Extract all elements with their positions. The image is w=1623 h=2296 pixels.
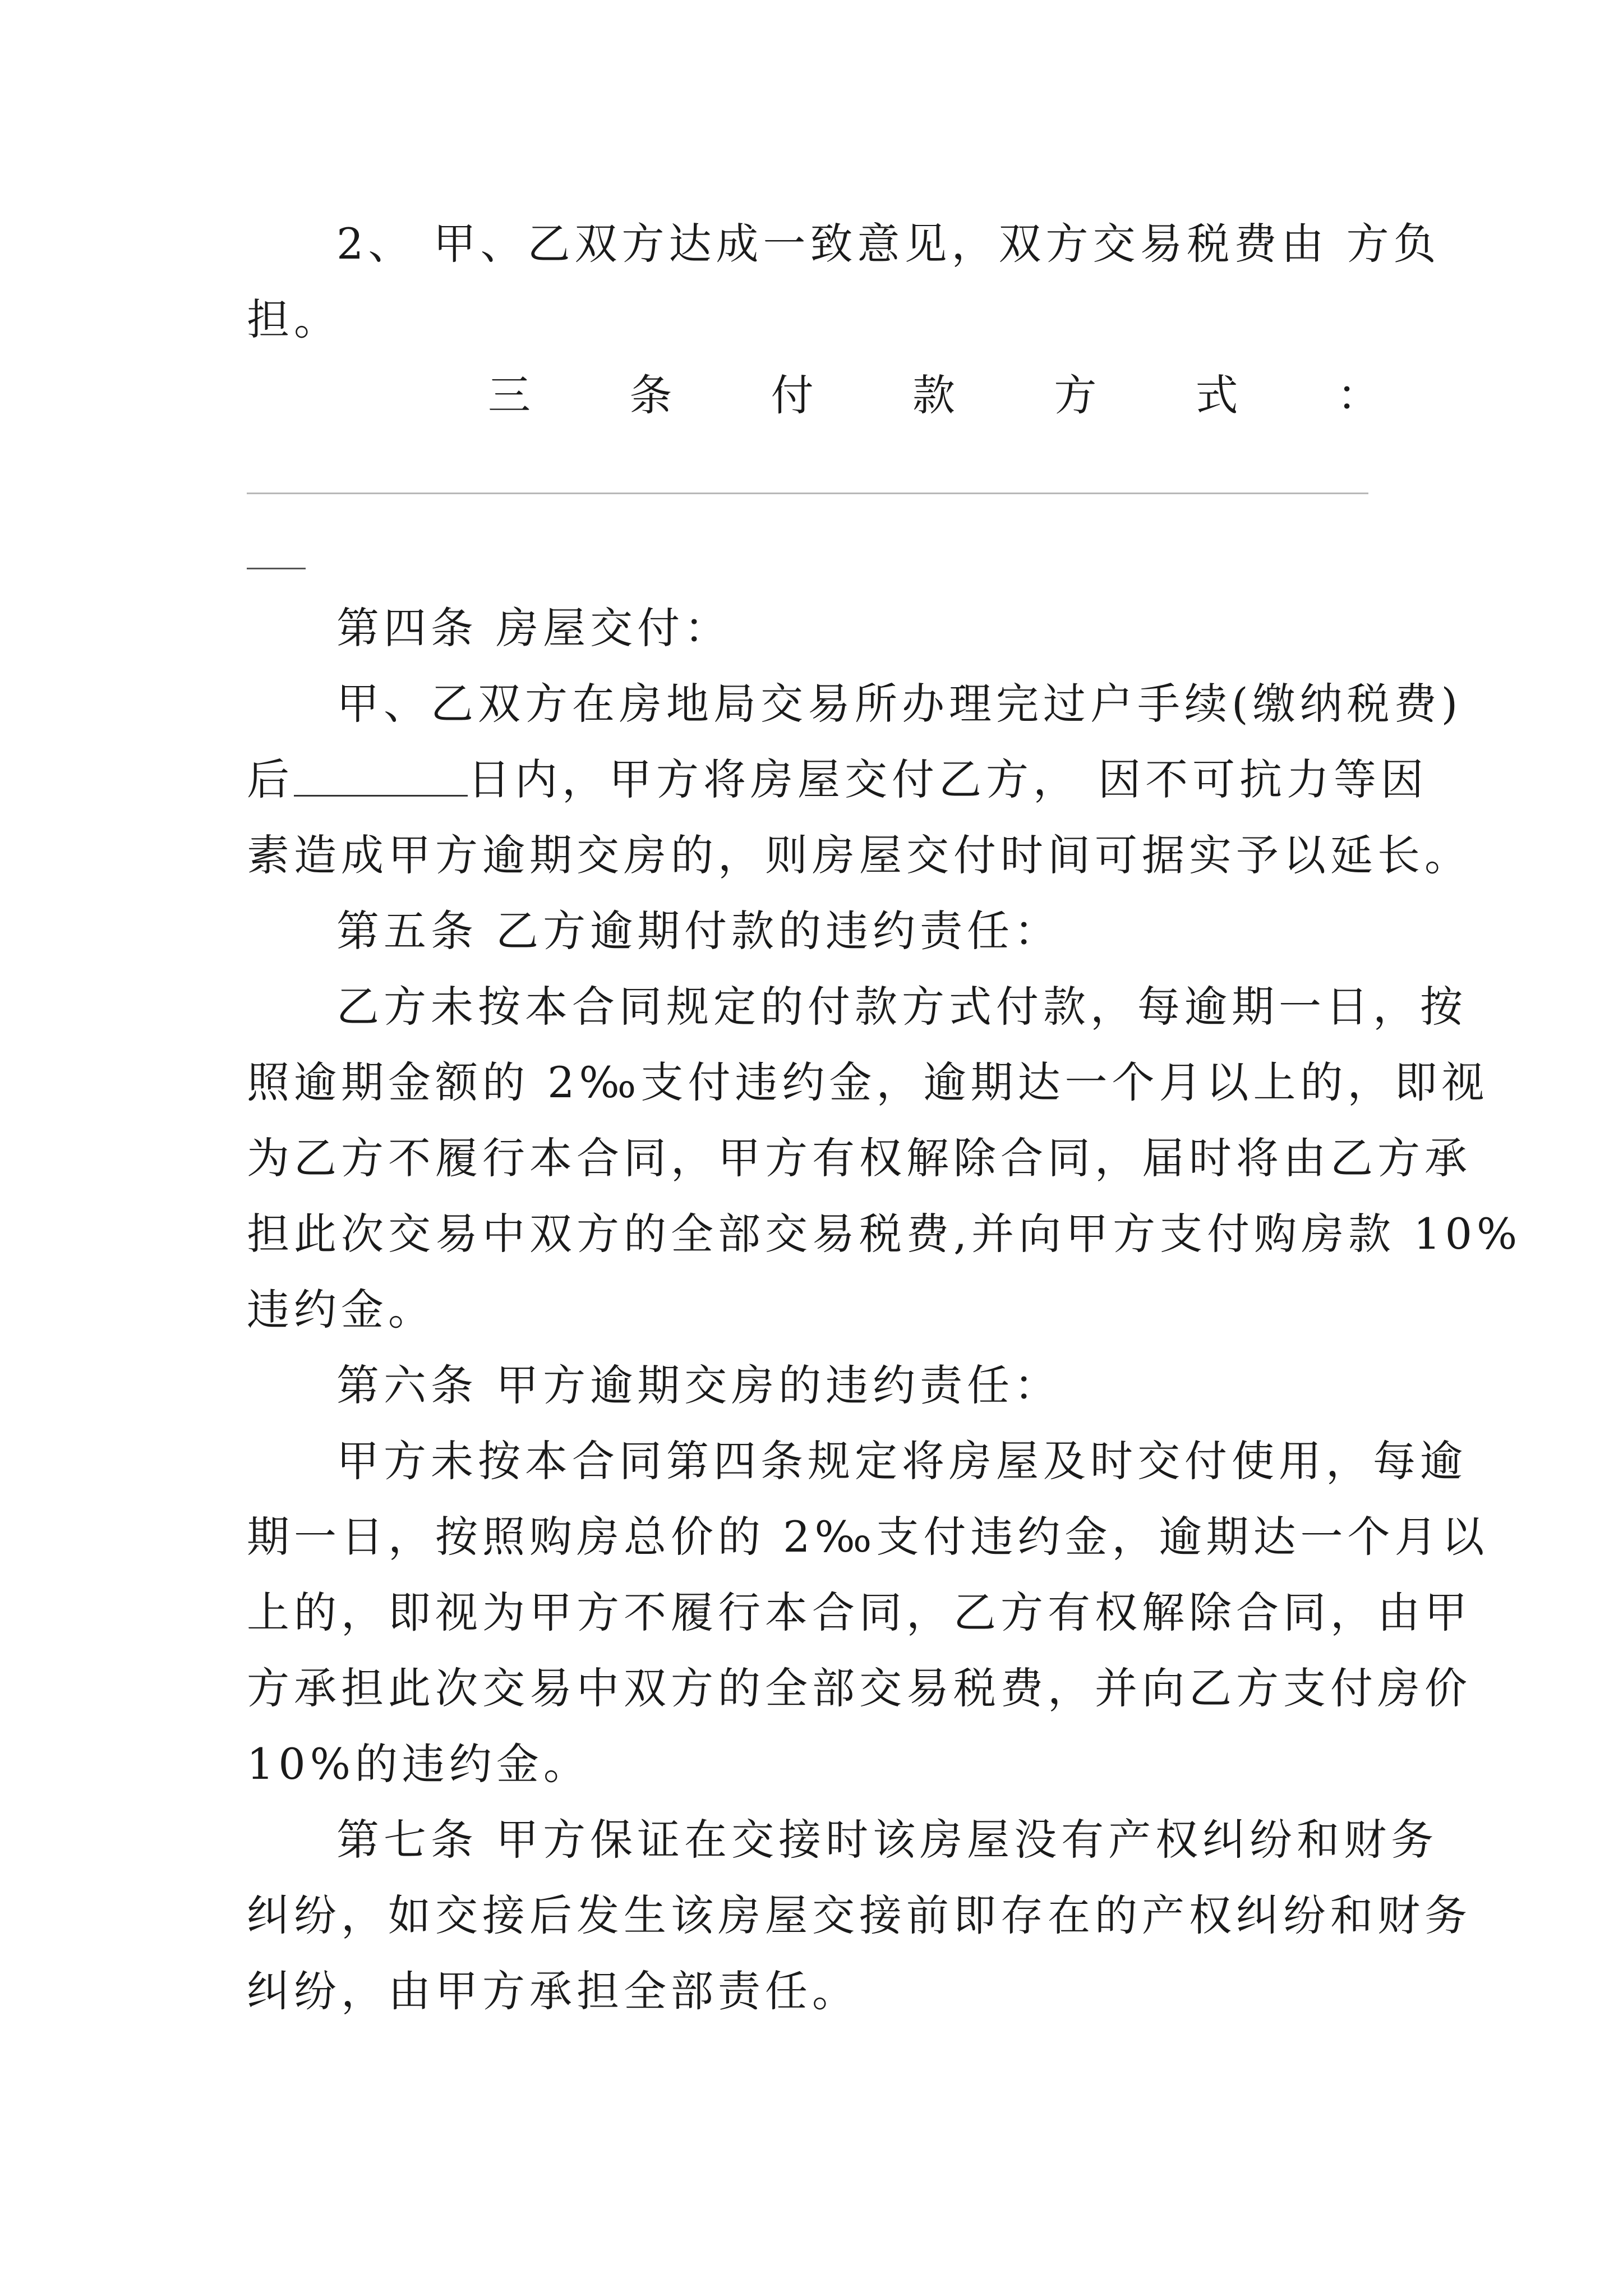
paragraph-line: 上的，即视为甲方不履行本合同，乙方有权解除合同，由甲 [247,1588,1472,1637]
fill-in-rule-short [247,568,306,569]
paragraph-line: 2、 甲、乙双方达成一致意见，双方交易税费由 方负 [336,219,1441,269]
article-7-heading: 第七条 甲方保证在交接时该房屋没有产权纠纷和财务 [336,1815,1438,1865]
article-4-heading: 第四条 房屋交付： [336,603,732,653]
blank-underline [294,761,468,797]
paragraph-line: 期一日，按照购房总价的 2‰支付违约金，逾期达一个月以 [247,1512,1489,1562]
text-segment: 后 [247,754,294,804]
paragraph-line: 照逾期金额的 2‰支付违约金，逾期达一个月以上的，即视 [247,1057,1489,1107]
paragraph-line: 甲、乙双方在房地局交易所办理完过户手续(缴纳税费) [336,679,1463,729]
paragraph-line: 10%的违约金。 [247,1739,591,1789]
fill-in-rule [247,493,1368,494]
paragraph-line: 素造成甲方逾期交房的，则房屋交付时间可据实予以延长。 [247,830,1472,880]
paragraph-line: 违约金。 [247,1285,435,1335]
article-6-heading: 第六条 甲方逾期交房的违约责任： [336,1360,1062,1410]
article-3-heading: 三 条 付 款 方 式 ： [488,370,1380,420]
article-5-heading: 第五条 乙方逾期付款的违约责任： [336,906,1062,956]
paragraph-line [247,752,1428,808]
paragraph-line: 方承担此次交易中双方的全部交易税费，并向乙方支付房价 [247,1663,1472,1713]
paragraph-line: 为乙方不履行本合同，甲方有权解除合同，届时将由乙方承 [247,1133,1472,1183]
paragraph-line: 纠纷，如交接后发生该房屋交接前即存在的产权纠纷和财务 [247,1890,1472,1940]
paragraph-line: 乙方未按本合同规定的付款方式付款，每逾期一日，按 [336,982,1467,1032]
paragraph-line: 担此次交易中双方的全部交易税费,并向甲方支付购房款 10% [247,1209,1522,1259]
paragraph-line: 纠纷，由甲方承担全部责任。 [247,1966,859,2016]
paragraph-line: 担。 [247,295,341,344]
text-segment: 日内，甲方将房屋交付乙方， 因不可抗力等因 [468,754,1428,804]
paragraph-line: 甲方未按本合同第四条规定将房屋及时交付使用，每逾 [336,1436,1467,1486]
